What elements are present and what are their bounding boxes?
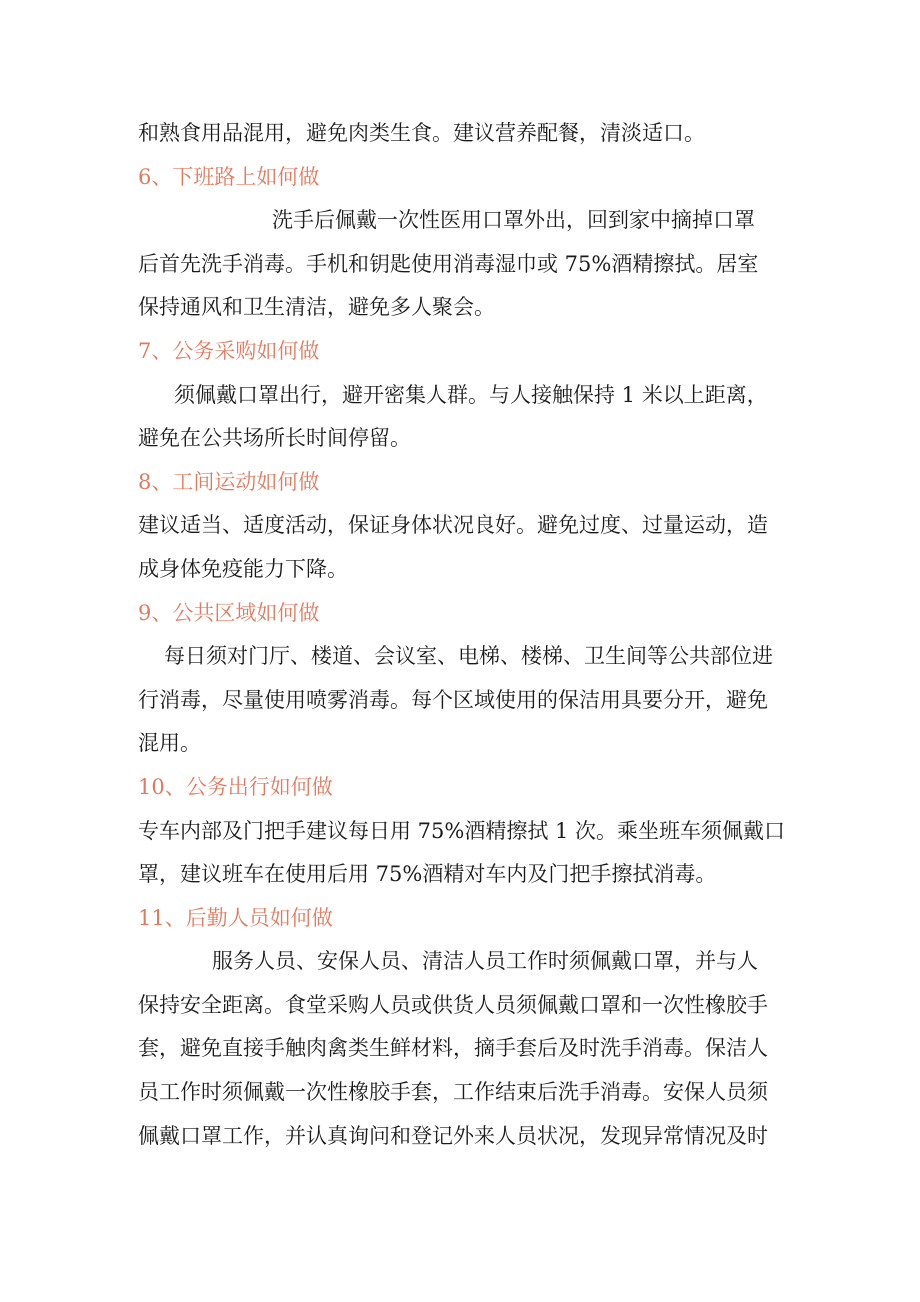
section-heading-10: 10、公务出行如何做	[138, 774, 333, 799]
paragraph-line: 成身体免疫能力下降。	[138, 556, 348, 581]
paragraph-line: 保持通风和卫生清洁，避免多人聚会。	[138, 295, 495, 320]
paragraph-line: 混用。	[138, 731, 201, 756]
paragraph-line: 套，避免直接手触肉禽类生鲜材料，摘手套后及时洗手消毒。保洁人	[138, 1036, 768, 1061]
section-heading-6: 6、下班路上如何做	[138, 164, 320, 189]
paragraph-line: 保持安全距离。食堂采购人员或供货人员须佩戴口罩和一次性橡胶手	[138, 992, 768, 1017]
paragraph-line: 洗手后佩戴一次性医用口罩外出，回到家中摘掉口罩	[272, 208, 755, 233]
paragraph-line: 服务人员、安保人员、清洁人员工作时须佩戴口罩，并与人	[212, 949, 758, 974]
paragraph-line: 避免在公共场所长时间停留。	[138, 426, 411, 451]
paragraph-line: 后首先洗手消毒。手机和钥匙使用消毒湿巾或 75%酒精擦拭。居室	[138, 251, 759, 276]
paragraph-line: 建议适当、适度活动，保证身体状况良好。避免过度、过量运动，造	[138, 513, 768, 538]
paragraph-line: 专车内部及门把手建议每日用 75%酒精擦拭 1 次。乘坐班车须佩戴口	[138, 818, 786, 843]
paragraph-line: 罩，建议班车在使用后用 75%酒精对车内及门把手擦拭消毒。	[138, 862, 717, 887]
section-heading-9: 9、公共区域如何做	[138, 600, 320, 625]
paragraph-line: 行消毒，尽量使用喷雾消毒。每个区域使用的保洁用具要分开，避免	[138, 687, 768, 712]
paragraph-line: 须佩戴口罩出行，避开密集人群。与人接触保持 1 米以上距离，	[174, 382, 768, 407]
section-heading-7: 7、公务采购如何做	[138, 338, 320, 363]
paragraph-line: 佩戴口罩工作，并认真询问和登记外来人员状况，发现异常情况及时	[138, 1123, 768, 1148]
document-page	[138, 112, 786, 1158]
paragraph-line: 和熟食用品混用，避免肉类生食。建议营养配餐，清淡适口。	[138, 121, 705, 145]
section-heading-11: 11、后勤人员如何做	[138, 905, 333, 930]
paragraph-line: 员工作时须佩戴一次性橡胶手套，工作结束后洗手消毒。安保人员须	[138, 1080, 768, 1105]
paragraph-line: 每日须对门厅、楼道、会议室、电梯、楼梯、卫生间等公共部位进	[164, 644, 773, 669]
section-heading-8: 8、工间运动如何做	[138, 469, 320, 494]
